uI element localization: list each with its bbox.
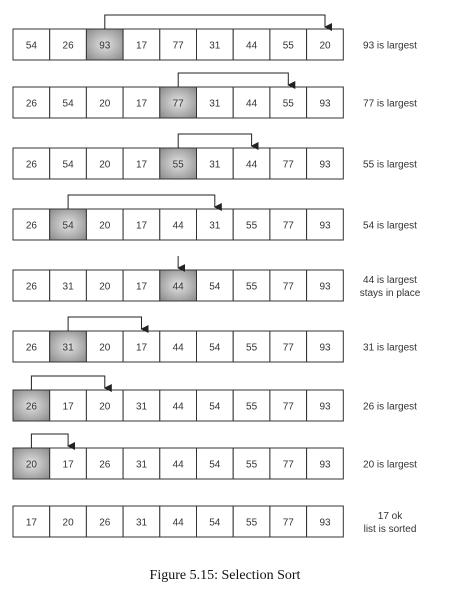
cell-value: 31 xyxy=(62,342,74,354)
cell-value: 31 xyxy=(209,159,221,171)
cell-value: 17 xyxy=(135,40,148,52)
cell-value: 20 xyxy=(319,40,331,52)
pass-note: 54 is largest xyxy=(363,220,417,232)
swap-arrow xyxy=(31,434,68,448)
pass-note: 17 ok xyxy=(377,511,403,522)
cell-value: 93 xyxy=(319,159,331,171)
cell-value: 31 xyxy=(135,517,148,529)
cell-value: 77 xyxy=(282,517,294,529)
pass-note: 31 is largest xyxy=(363,342,417,354)
pass-row xyxy=(13,134,417,179)
pass-note: 77 is largest xyxy=(363,98,417,110)
pass-note: 20 is largest xyxy=(363,459,417,471)
cell-value: 93 xyxy=(319,401,331,413)
cell-value: 44 xyxy=(172,517,184,529)
cell-value: 31 xyxy=(209,40,221,52)
swap-arrow xyxy=(68,317,141,331)
swap-arrow xyxy=(178,73,288,87)
cell-value: 54 xyxy=(62,159,74,171)
cell-value: 17 xyxy=(62,459,74,471)
cell-value: 77 xyxy=(282,281,294,293)
cell-value: 17 xyxy=(62,401,74,413)
cell-value: 55 xyxy=(246,342,258,354)
cell-value: 77 xyxy=(172,40,184,52)
cell-value: 54 xyxy=(62,98,74,110)
cell-value: 26 xyxy=(25,159,37,171)
cell-value: 17 xyxy=(135,220,148,232)
cell-value: 17 xyxy=(135,281,148,293)
cell-value: 26 xyxy=(25,342,37,354)
cell-value: 31 xyxy=(62,281,74,293)
cell-value: 17 xyxy=(25,517,37,529)
cell-value: 44 xyxy=(246,40,258,52)
cell-value: 54 xyxy=(209,281,221,293)
cell-value: 93 xyxy=(319,220,331,232)
cell-value: 20 xyxy=(62,517,74,529)
cell-value: 93 xyxy=(319,281,331,293)
cell-value: 55 xyxy=(246,459,258,471)
cell-value: 44 xyxy=(172,281,184,293)
pass-row xyxy=(13,376,417,421)
cell-value: 26 xyxy=(25,401,37,413)
cell-value: 17 xyxy=(135,159,148,171)
pass-row xyxy=(13,317,417,362)
cell-value: 77 xyxy=(172,98,184,110)
cell-value: 20 xyxy=(99,342,111,354)
pass-note: 26 is largest xyxy=(363,401,417,413)
cell-value: 55 xyxy=(246,281,258,293)
cell-value: 26 xyxy=(99,459,111,471)
pass-note: list is sorted xyxy=(363,524,417,535)
cell-value: 55 xyxy=(246,220,258,232)
cell-value: 54 xyxy=(209,342,221,354)
cell-value: 54 xyxy=(209,517,221,529)
cell-value: 54 xyxy=(25,40,37,52)
cell-value: 93 xyxy=(319,342,331,354)
cell-value: 93 xyxy=(99,40,111,52)
cell-value: 44 xyxy=(246,159,258,171)
pass-note: 93 is largest xyxy=(363,40,417,52)
cell-value: 54 xyxy=(209,459,221,471)
cell-value: 20 xyxy=(25,459,37,471)
cell-value: 26 xyxy=(25,281,37,293)
cell-value: 44 xyxy=(172,342,184,354)
cell-value: 31 xyxy=(135,459,148,471)
swap-arrow xyxy=(178,134,251,148)
cell-value: 44 xyxy=(172,459,184,471)
cell-value: 77 xyxy=(282,220,294,232)
cell-value: 54 xyxy=(209,401,221,413)
cell-value: 93 xyxy=(319,98,331,110)
cell-value: 26 xyxy=(25,98,37,110)
swap-arrow xyxy=(31,376,104,390)
cell-value: 20 xyxy=(99,401,111,413)
cell-value: 44 xyxy=(172,220,184,232)
pass-row xyxy=(13,256,421,301)
cell-value: 93 xyxy=(319,517,331,529)
pass-note: stays in place xyxy=(359,288,421,299)
cell-value: 20 xyxy=(99,159,111,171)
pass-row xyxy=(13,73,417,118)
cell-value: 20 xyxy=(99,220,111,232)
cell-value: 44 xyxy=(246,98,258,110)
cell-value: 77 xyxy=(282,401,294,413)
cell-value: 20 xyxy=(99,281,111,293)
cell-value: 55 xyxy=(246,401,258,413)
pass-row xyxy=(13,195,417,240)
cell-value: 55 xyxy=(172,159,184,171)
pass-row xyxy=(13,15,417,60)
cell-value: 20 xyxy=(99,98,111,110)
cell-value: 26 xyxy=(62,40,74,52)
pass-note: 44 is largest xyxy=(363,275,417,286)
cell-value: 26 xyxy=(25,220,37,232)
cell-value: 77 xyxy=(282,459,294,471)
cell-value: 26 xyxy=(99,517,111,529)
cell-value: 55 xyxy=(282,98,294,110)
pass-row xyxy=(13,434,417,479)
cell-value: 77 xyxy=(282,342,294,354)
swap-arrow xyxy=(68,195,215,209)
cell-value: 31 xyxy=(209,98,221,110)
cell-value: 44 xyxy=(172,401,184,413)
figure-caption: Figure 5.15: Selection Sort xyxy=(149,568,301,583)
cell-value: 31 xyxy=(135,401,148,413)
pass-row xyxy=(13,506,416,537)
cell-value: 77 xyxy=(282,159,294,171)
cell-value: 93 xyxy=(319,459,331,471)
swap-arrow xyxy=(105,15,325,29)
cell-value: 17 xyxy=(135,342,148,354)
cell-value: 55 xyxy=(246,517,258,529)
cell-value: 17 xyxy=(135,98,148,110)
cell-value: 31 xyxy=(209,220,221,232)
cell-value: 55 xyxy=(282,40,294,52)
pass-note: 55 is largest xyxy=(363,159,417,171)
cell-value: 54 xyxy=(62,220,74,232)
